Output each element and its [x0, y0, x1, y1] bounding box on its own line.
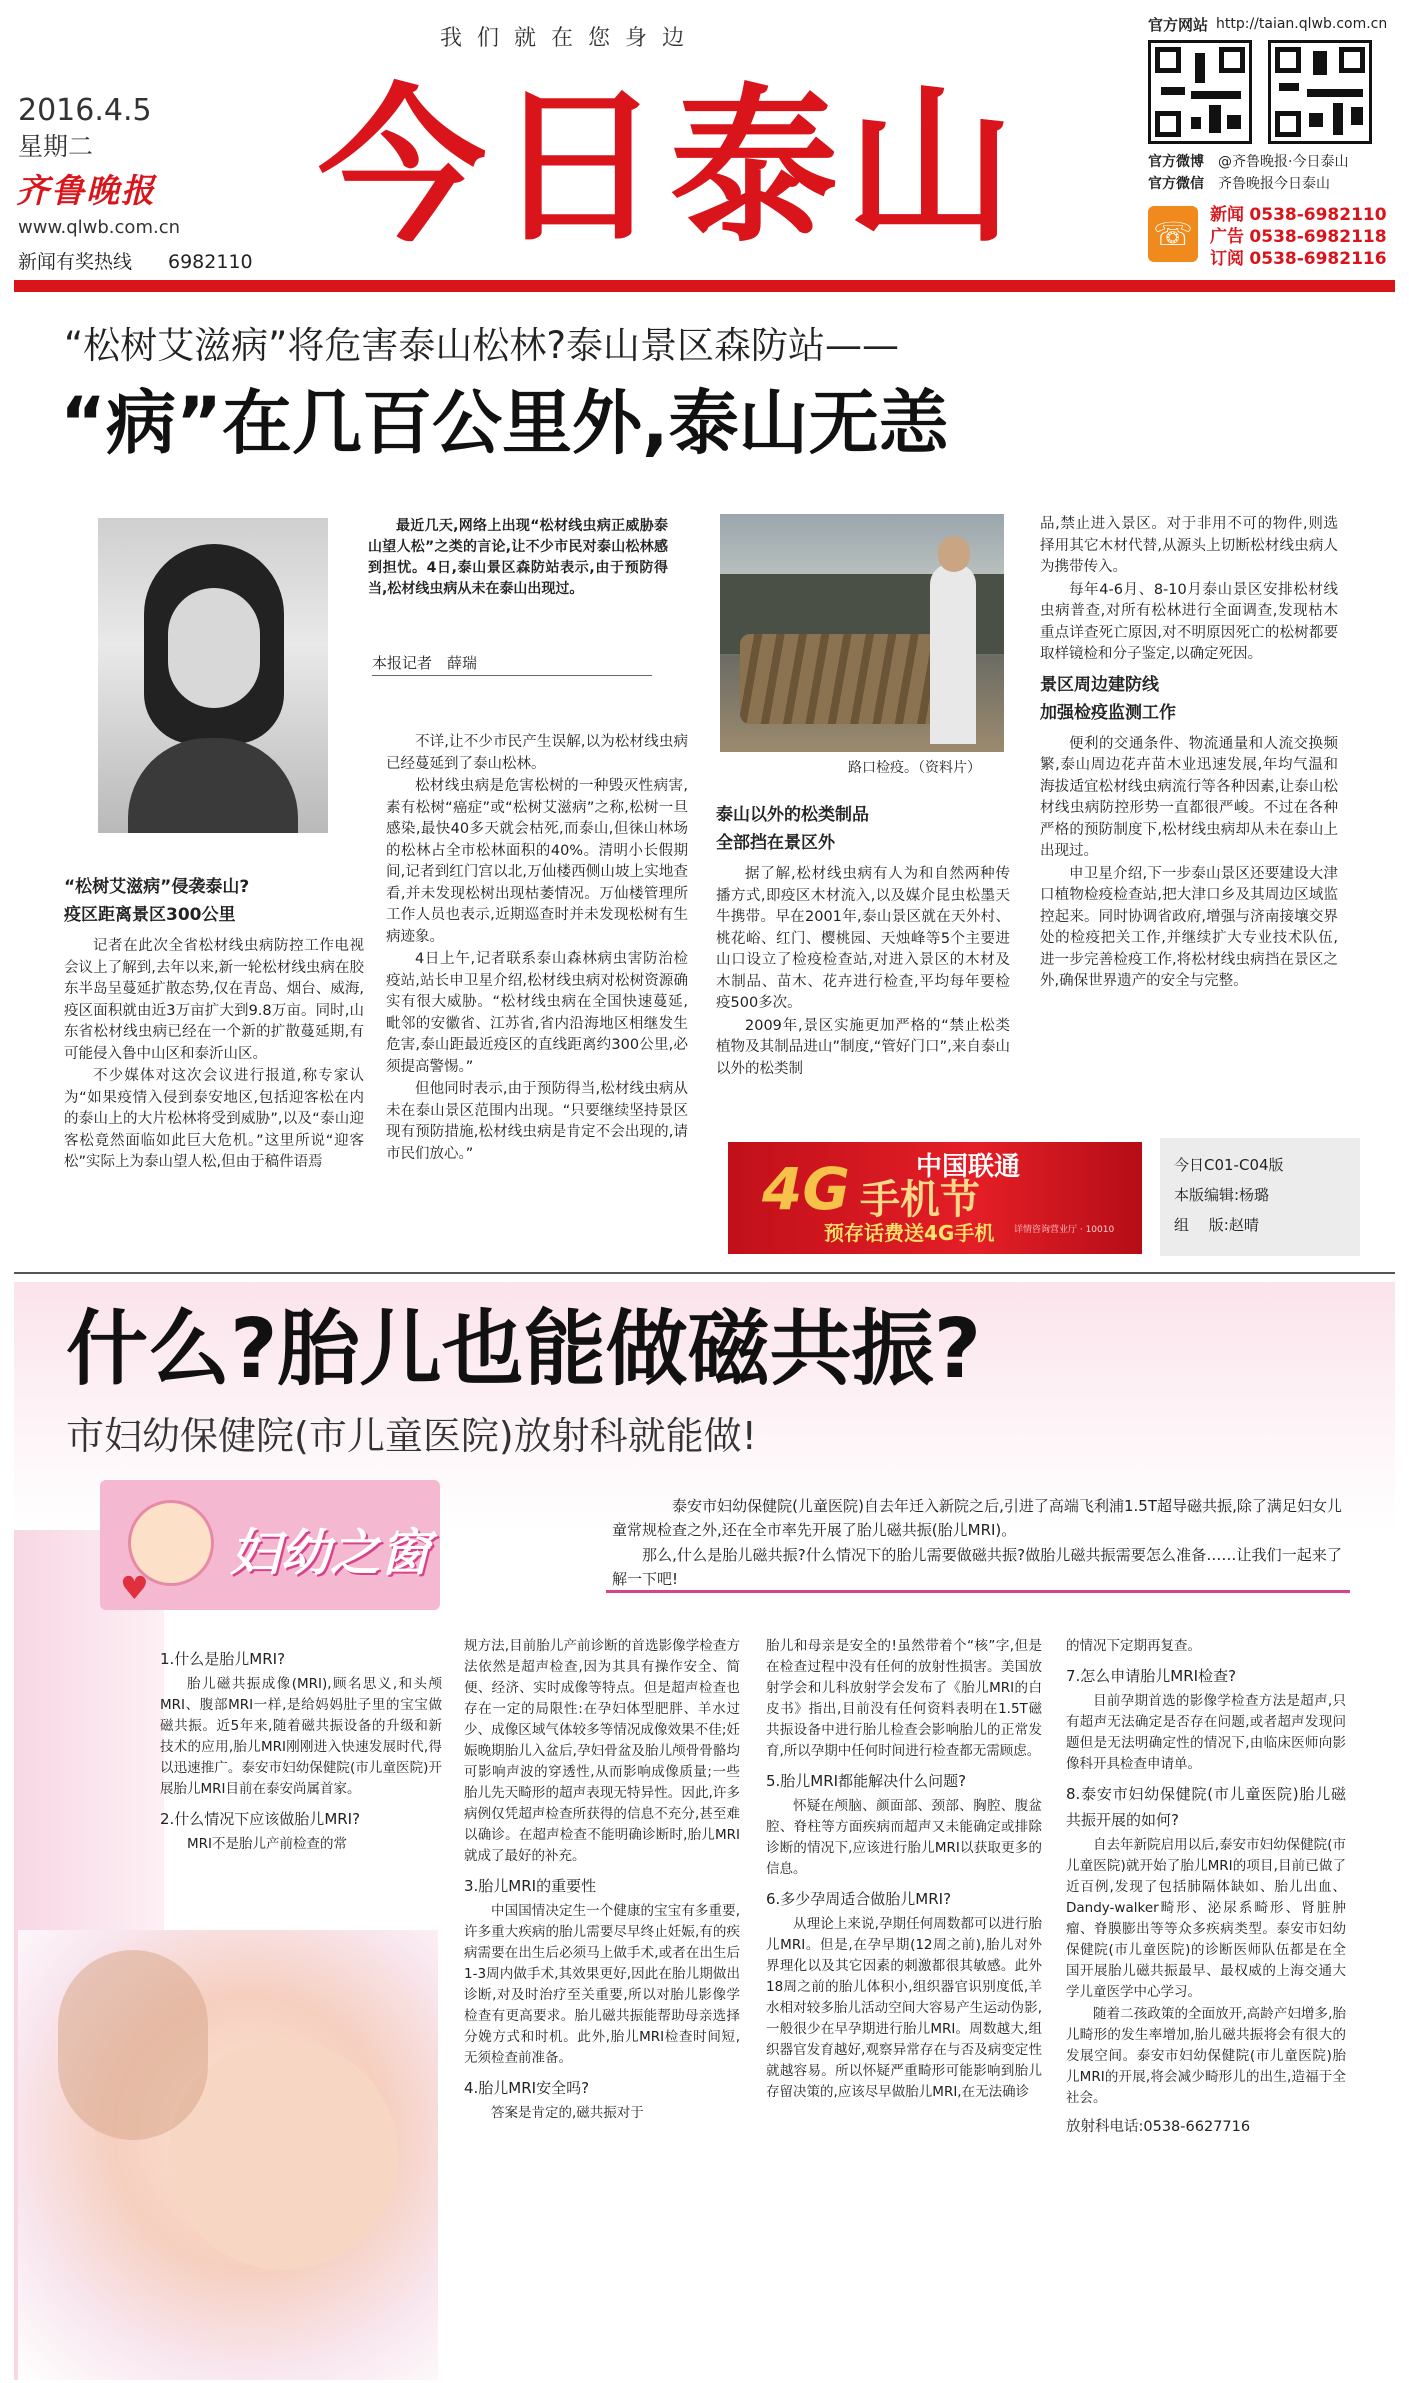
radiology-phone: 放射科电话:0538-6627716 [1066, 2119, 1251, 2135]
q1-heading: 1.什么是胎儿MRI? [160, 1650, 286, 1668]
story1-col3-para: 2009年,景区实施更加严格的“禁止松类植物及其制品进山”制度,“管好门口”,来自泰山以外的松类制 [716, 1017, 1010, 1077]
masthead-title: 今日泰山 [318, 69, 1022, 265]
phone-label-subscribe: 订阅 [1210, 249, 1244, 269]
story1-col4-para: 申卫星介绍,下一步泰山景区还要建设大津口植物检疫检查站,把大津口乡及其周边区域监控起来。同时协调省政府,增强与济南接壤交界处的检疫把关工作,并继续扩大专业技术队伍,进一步完善检疫工作,将松材线虫病挡在景区之外,确保世界遗产的安全与完整。 [1040, 865, 1338, 989]
story1-lead-text: 最近几天,网络上出现“松材线虫病正威胁泰山望人松”之类的言论,让不少市民对泰山松林感到担忧。4日,泰山景区森防站表示,由于预防得当,松材线虫病从未在泰山出现过。 [368, 518, 668, 597]
story1-col4-para: 每年4-6月、8-10月泰山景区安排松材线虫病普查,对所有松林进行全面调查,发现枯木重点详查死亡原因,对不明原因死亡的松树都要取样镜检和分子鉴定,以确定死因。 [1040, 581, 1338, 662]
story1-col2-para: 4日上午,记者联系泰山森林病虫害防治检疫站,站长申卫星介绍,松材线虫病对松树资源确实有很大威胁。“松材线虫病在全国快速蔓延,毗邻的安徽省、江苏省,省内沿海地区相继发生危害,泰山距最近疫区的直线距离约300公里,必须提高警惕。” [386, 951, 688, 1075]
fuyou-logo-text: 妇幼之窗 [230, 1524, 430, 1582]
q8-heading: 8.泰安市妇幼保健院(市儿童医院)胎儿磁共振开展的如何? [1066, 1785, 1346, 1829]
story1-col4-para: 品,禁止进入景区。对于非用不可的物件,则选择用其它木材代替,从源头上切断松材线虫病人为携带传入。 [1040, 516, 1338, 575]
web-label: 官方网站 [1148, 16, 1209, 34]
info-pages: 今日C01-C04版 [1174, 1156, 1284, 1174]
info-designer: 组 版:赵晴 [1174, 1216, 1259, 1234]
a2-para: MRI不是胎儿产前检查的常 [187, 1836, 348, 1852]
ad-4g-text: 4G [762, 1155, 850, 1223]
story2-headline: 什么?胎儿也能做磁共振? [66, 1302, 982, 1397]
brand-logo: 齐鲁晚报 [16, 171, 156, 210]
ad-event-text: 手机节 [860, 1177, 980, 1223]
q4-heading: 4.胎儿MRI安全吗? [464, 2079, 590, 2097]
phone-number-news[interactable]: 0538-6982110 [1249, 205, 1387, 225]
story1-col3-para: 据了解,松材线虫病有人为和自然两种传播方式,即疫区木材流入,以及媒介昆虫松墨天牛携带。早在2001年,泰山景区就在天外村、桃花峪、红门、樱桃园、天烛峰等5个主要进山口设立了检疫检查站,对进入景区的木材及木制品、苗木、花卉进行检查,平均每年要检疫500多次。 [716, 866, 1010, 1011]
story2-intro-para: 那么,什么是胎儿磁共振?什么情况下的胎儿需要做磁共振?做胎儿磁共振需要怎么准备……让我们一起来了解一下吧! [612, 1546, 1342, 1588]
unicom-ad-banner[interactable] [728, 1142, 1142, 1254]
a4-para: 答案是肯定的,磁共振对于 [491, 2105, 644, 2121]
q6-heading: 6.多少孕周适合做胎儿MRI? [766, 1890, 952, 1908]
a8-cont-para: 随着二孩政策的全面放开,高龄产妇增多,胎儿畸形的发生率增加,胎儿磁共振将会有很大的发展空间。泰安市妇幼保健院(市儿童医院)胎儿MRI的开展,将会减少畸形儿的出生,造福于全社会。 [1066, 2006, 1346, 2106]
story1-col3-sub1: 泰山以外的松类制品 [716, 805, 869, 825]
heart-icon: ♥ [120, 1569, 149, 1607]
story1-photo-caption: 路口检疫。（资料片） [848, 760, 981, 776]
story1-inspection-photo [720, 514, 1004, 752]
info-editor: 本版编辑:杨璐 [1174, 1186, 1270, 1204]
qr-code-weibo-icon [1148, 40, 1252, 144]
weixin-account[interactable]: 齐鲁晚报今日泰山 [1218, 176, 1330, 192]
a4-cont-para: 胎儿和母亲是安全的!虽然带着个“核”字,但是在检查过程中没有任何的放射性损害。美国放射学会和儿科放射学会发布了《胎儿MRI的白皮书》指出,目前没有任何资料表明在1.5T磁共振设备中进行胎儿检查会影响胎儿的正常发育,所以孕期中任何时间进行检查都无需顾虑。 [766, 1638, 1042, 1759]
phone-number-subscribe[interactable]: 0538-6982116 [1249, 249, 1387, 269]
story1-col1-para: 记者在此次全省松材线虫病防控工作电视会议上了解到,去年以来,新一轮松材线虫病在胶东半岛呈蔓延扩散态势,仅在青岛、烟台、威海,疫区面积就由近3万亩扩大到9.8万亩。同时,山东省松材线虫病已经在一个新的扩散蔓延期,有可能侵入鲁中山区和泰沂山区。 [64, 938, 364, 1062]
ad-small-print: 详情咨询营业厅 · 10010 [1014, 1225, 1115, 1235]
hotline-label: 新闻有奖热线 [18, 251, 133, 273]
story1-headline: “病”在几百公里外,泰山无恙 [60, 382, 949, 464]
story1-col3-sub2: 全部挡在景区外 [716, 833, 835, 853]
masthead-red-rule [14, 280, 1395, 292]
story2-col4 [1066, 1636, 1346, 2138]
story1-col4 [1040, 514, 1338, 994]
story1-col1-para: 不少媒体对这次会议进行报道,称专家认为“如果疫情入侵到泰安地区,包括迎客松在内的泰山上的大片松林将受到威胁”,以及“泰山迎客松竟然面临如此巨大危机。”这里所说“迎客松”实际上为泰山望人松,但由于稿件语焉 [64, 1068, 364, 1170]
story1-col4-sub1: 景区周边建防线 [1040, 674, 1159, 695]
weibo-label: 官方微博 [1148, 154, 1204, 170]
q5-heading: 5.胎儿MRI都能解决什么问题? [766, 1772, 967, 1790]
story2-col2 [464, 1636, 740, 2125]
q7-heading: 7.怎么申请胎儿MRI检查? [1066, 1667, 1237, 1685]
a8-para: 自去年新院启用以后,泰安市妇幼保健院(市儿童医院)就开始了胎儿MRI的项目,目前已做了近百例,发现了包括肺隔体缺如、胎儿出血、Dandy-walker畸形、泌尿系畸形、肾脏肿瘤、脊膜膨出等等众多疾病类型。泰安市妇幼保健院(市儿童医院)的诊断医师队伍都是在全国开展胎儿磁共振最早、最权威的上海交通大学儿童医学中心学习。 [1066, 1837, 1346, 2000]
a7-para: 目前孕期首选的影像学检查方法是超声,只有超声无法确定是否存在问题,或者超声发现问题但是无法明确定性的情况下,由临床医师向影像科开具检查申请单。 [1066, 1693, 1346, 1772]
masthead [0, 0, 1409, 300]
phone-icon: ☏ [1148, 206, 1198, 262]
a6-para: 从理论上来说,孕期任何周数都可以进行胎儿MRI。但是,在孕早期(12周之前),胎儿对外界理化以及其它因素的刺激都很其敏感。此外18周之前的胎儿体积小,组织器官识别度低,羊水相对较多胎儿活动空间大容易产生运动伪影,一般很少在早孕期进行胎儿MRI。周数越大,组织器官发育越好,观察异常存在与否及病变定性就越容易。所以怀疑严重畸形可能影响到胎儿存留决策的,应该尽早做胎儿MRI,在无法确诊 [766, 1916, 1042, 2100]
weixin-label: 官方微信 [1148, 176, 1204, 192]
a2-cont-para: 规方法,目前胎儿产前诊断的首选影像学检查方法依然是超声检查,因为其具有操作安全、简便、经济、实时成像等特点。但是超声检查也存在一定的局限性:在孕妇体型肥胖、羊水过少、成像区域气体较多等情况成像效果不佳;妊娠晚期胎儿入盆后,孕妇骨盆及胎儿颅骨骨骼均可影响声波的穿透性,从而影响成像质量;一些胎儿先天畸形的超声表现无特异性。因此,许多病例仅凭超声检查所获得的信息不充分,甚至难以确诊。在超声检查不能明确诊断时,胎儿MRI就成了最好的补充。 [464, 1638, 740, 1864]
phone-number-ads[interactable]: 0538-6982118 [1249, 227, 1387, 247]
story1-col1 [64, 868, 364, 1175]
a6-cont-para: 的情况下定期再复查。 [1066, 1638, 1201, 1654]
story1-col4-para: 便利的交通条件、物流通量和人流交换频繁,泰山周边花卉苗木业迅速发展,年均气温和海拔适宜松材线虫病流行等各种因素,让泰山松材线虫病防控形势一直都很严峻。不过在各种严格的预防制度下,松材线虫病却从未在泰山上出现过。 [1040, 735, 1338, 859]
q2-heading: 2.什么情况下应该做胎儿MRI? [160, 1810, 361, 1828]
phone-label-news: 新闻 [1210, 205, 1244, 225]
a5-para: 怀疑在颅脑、颜面部、颈部、胸腔、腹盆腔、脊柱等方面疾病而超声又未能确定或排除诊断的情况下,应该进行胎儿MRI以获取更多的信息。 [766, 1798, 1042, 1877]
brand-site[interactable]: www.qlwb.com.cn [18, 217, 180, 238]
phone-label-ads: 广告 [1210, 227, 1244, 247]
weibo-account[interactable]: @齐鲁晚报·今日泰山 [1218, 154, 1349, 170]
issue-weekday: 星期二 [18, 132, 94, 161]
ad-brand: 中国联通 [916, 1152, 1021, 1182]
qr-code-weixin-icon [1268, 40, 1372, 144]
a1-para: 胎儿磁共振成像(MRI),顾名思义,和头颅MRI、腹部MRI一样,是给妈妈肚子里的宝宝做磁共振。近5年来,随着磁共振设备的升级和新技术的应用,胎儿MRI刚刚进入快速发展时代,得以迅速推广。泰安市妇幼保健院(市儿童医院)开展胎儿MRI目前在泰安尚属首家。 [160, 1676, 442, 1797]
story1-col2-para: 不详,让不少市民产生误解,以为松材线虫病已经蔓延到了泰山松林。 [386, 734, 688, 772]
a3-para: 中国国情决定生一个健康的宝宝有多重要,许多重大疾病的胎儿需要尽早终止妊娠,有的疾病需要在出生后必须马上做手术,或者在出生后1-3周内做手术,其效果更好,因此在胎儿期做出诊断,对及时治疗至关重要,所以对胎儿影像学检查有更高要求。胎儿磁共振能帮助母亲选择分娩方式和时机。此外,胎儿MRI检查时间短,无须检查前准备。 [464, 1903, 740, 2066]
baby-photo [18, 1930, 438, 2380]
story1-col2-para: 松材线虫病是危害松树的一种毁灭性病害,素有松树“癌症”或“松树艾滋病”之称,松树一旦感染,最快40多天就会枯死,而泰山,但徕山林场的松林占全市松林面积的40%。清明小长假期间,记者到红门宫以北,万仙楼西侧山坡上实地查看,并未发现松树出现枯萎情况。万仙楼管理所工作人员也表示,近期巡查时并未发现松树有生病迹象。 [386, 778, 688, 945]
story1-col3 [716, 796, 1010, 1081]
masthead-slogan: 我 们 就 在 您 身 边 [440, 26, 688, 51]
section-divider [14, 1272, 1395, 1274]
story2-intro-rule [606, 1590, 1350, 1593]
story1-col4-sub2: 加强检疫监测工作 [1040, 702, 1176, 723]
q3-heading: 3.胎儿MRI的重要性 [464, 1877, 597, 1895]
issue-date: 2016.4.5 [18, 93, 152, 128]
page-info-box [1160, 1138, 1360, 1256]
story1-col2 [386, 732, 688, 1166]
story1-col1-sub2: 疫区距离景区300公里 [64, 905, 236, 925]
story1-col1-sub1: “松树艾滋病”侵袭泰山? [64, 877, 250, 897]
ad-slogan: 预存话费送4G手机 [824, 1221, 995, 1245]
story1-col2-para: 但他同时表示,由于预防得当,松材线虫病从未在泰山景区范围内出现。“只要继续坚持景区现有预防措施,松材线虫病是肯定不会出现的,请市民们放心。” [386, 1081, 688, 1162]
story2-intro [612, 1494, 1342, 1592]
story2-col3 [766, 1636, 1042, 2104]
story1-lead [368, 516, 668, 601]
story1-kicker: “松树艾滋病”将危害泰山松林?泰山景区森防站—— [64, 324, 899, 367]
story2-subhead: 市妇幼保健院(市儿童医院)放射科就能做! [66, 1414, 757, 1458]
web-url[interactable]: http://taian.qlwb.com.cn [1216, 16, 1388, 32]
phone-list [1210, 204, 1387, 270]
story2-col1 [160, 1640, 442, 1856]
story1-portrait-photo [98, 518, 328, 833]
story2-intro-para: 泰安市妇幼保健院(儿童医院)自去年迁入新院之后,引进了高端飞利浦1.5T超导磁共振,除了满足妇女儿童常规检查之外,还在全市率先开展了胎儿磁共振(胎儿MRI)。 [612, 1497, 1342, 1539]
fuyou-window-logo [100, 1480, 440, 1610]
hotline-number: 6982110 [168, 251, 253, 273]
story1-byline: 本报记者 薛瑞 [372, 652, 652, 676]
